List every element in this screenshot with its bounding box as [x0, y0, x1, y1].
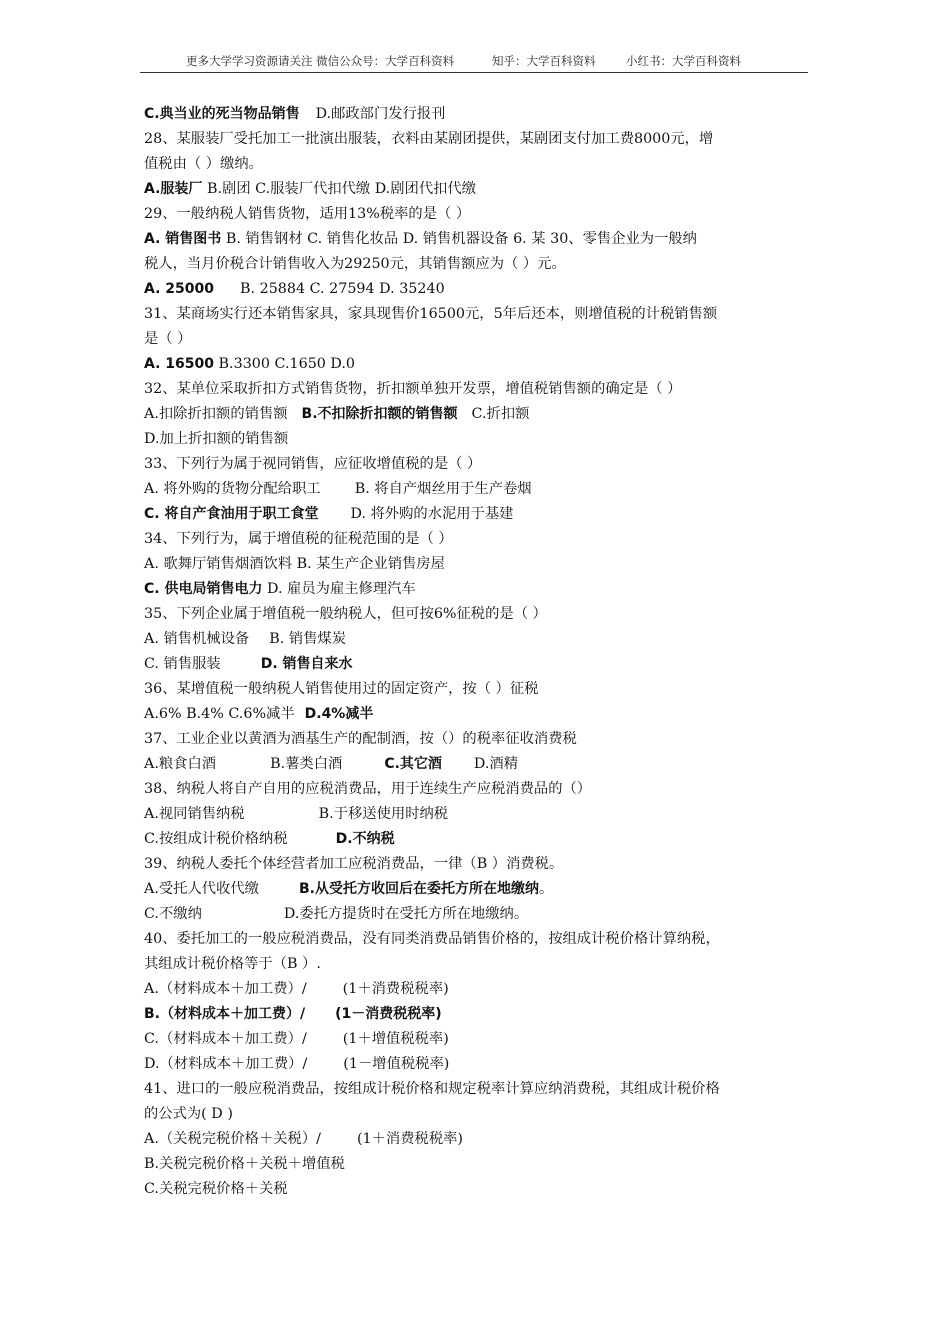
option-text: B.剧团 C.服装厂代扣代缴 D.剧团代扣代缴 — [202, 181, 477, 197]
option-text: B.薯类白酒 — [270, 756, 343, 772]
option-text: A.（材料成本＋加工费）/ — [144, 981, 307, 997]
option-text: B. 25884 C. 27594 D. 35240 — [240, 281, 445, 297]
text-line — [144, 502, 812, 527]
text-line: A. 歌舞厅销售烟酒饮料 B. 某生产企业销售房屋 — [144, 556, 445, 572]
option-text: C.不缴纳 — [144, 906, 202, 922]
question-40-text: 40、委托加工的一般应税消费品，没有同类消费品销售价格的，按组成计税价格计算纳税， — [144, 931, 720, 947]
text-line — [144, 102, 812, 127]
text-line — [144, 752, 812, 777]
option-text: D. 雇员为雇主修理汽车 — [262, 581, 416, 597]
text-line — [144, 577, 812, 602]
option-text: (1－增值税税率) — [343, 1056, 450, 1072]
answer-option-bold: B.（材料成本＋加工费）/ — [144, 1006, 306, 1022]
question-36-text: 36、某增值税一般纳税人销售使用过的固定资产，按（ ）征税 — [144, 681, 539, 697]
answer-option-bold: A.服装厂 — [144, 181, 203, 197]
text-line — [144, 977, 812, 1002]
answer-option-bold: D.4%减半 — [304, 706, 374, 722]
header-zhihu-text: 知乎：大学百科资料 — [492, 54, 596, 68]
text-line — [144, 702, 812, 727]
question-39-text: 39、纳税人委托个体经营者加工应税消费品，一律（B ）消费税。 — [144, 856, 564, 872]
answer-option-bold: D.不纳税 — [335, 831, 395, 847]
option-text: A.视同销售纳税 — [144, 806, 245, 822]
answer-option-bold: C. 将自产食油用于职工食堂 — [144, 506, 319, 522]
answer-option-bold: A. 销售图书 — [144, 231, 222, 247]
answer-option-bold: (1－消费税税率) — [335, 1006, 442, 1022]
text-line — [144, 277, 812, 302]
option-text: (1＋消费税税率) — [342, 981, 449, 997]
question-41-text: 41、进口的一般应税消费品，按组成计税价格和规定税率计算应纳消费税，其组成计税价格 — [144, 1081, 720, 1097]
question-32-text: 32、某单位采取折扣方式销售货物，折扣额单独开发票，增值税销售额的确定是（ ） — [144, 381, 682, 397]
text-line — [144, 177, 812, 202]
question-31-text: 31、某商场实行还本销售家具，家具现售价16500元，5年后还本，则增值税的计税销售额 — [144, 306, 718, 322]
option-text: (1＋增值税税率) — [342, 1031, 449, 1047]
text-line — [144, 802, 812, 827]
option-text: A.扣除折扣额的销售额 — [144, 406, 288, 422]
question-29-text: 29、一般纳税人销售货物，适用13%税率的是（ ） — [144, 206, 471, 222]
text-line — [144, 402, 812, 427]
text-line — [144, 627, 812, 652]
text-line — [144, 477, 812, 502]
header-wechat-text: 更多大学学习资源请关注 微信公众号：大学百科资料 — [186, 54, 455, 68]
option-text: B. 销售钢材 C. 销售化妆品 D. 销售机器设备 6. 某 30、零售企业为一般纳 — [221, 231, 697, 247]
header-xiaohongshu-text: 小红书：大学百科资料 — [626, 54, 741, 68]
answer-option-bold: A. 16500 — [144, 356, 214, 372]
option-text: B. 将自产烟丝用于生产卷烟 — [354, 481, 532, 497]
text-line: B.关税完税价格＋关税＋增值税 — [144, 1156, 345, 1172]
answer-option-bold: B.从受托方收回后在委托方所在地缴纳 — [298, 881, 539, 897]
option-text: B.于移送使用时纳税 — [318, 806, 449, 822]
answer-option-bold: A. 25000 — [144, 281, 214, 297]
option-text: D.委托方提货时在受托方所在地缴纳。 — [283, 906, 529, 922]
option-text: A.6% B.4% C.6%减半 — [144, 706, 295, 722]
option-text: C.按组成计税价格纳税 — [144, 831, 288, 847]
text-line: 是（ ） — [144, 331, 192, 347]
option-text: (1＋消费税税率) — [356, 1131, 463, 1147]
text-line: 的公式为( D ) — [144, 1106, 233, 1122]
option-text: A.（关税完税价格＋关税）/ — [144, 1131, 321, 1147]
question-34-text: 34、下列行为，属于增值税的征税范围的是（ ） — [144, 531, 453, 547]
question-28-text: 28、某服装厂受托加工一批演出服装，衣料由某剧团提供，某剧团支付加工费8000元，增 — [144, 131, 714, 147]
option-text: B. 销售煤炭 — [269, 631, 346, 647]
question-37-text: 37、工业企业以黄酒为酒基生产的配制酒，按（）的税率征收消费税 — [144, 731, 577, 747]
text-line: 税人，当月价税合计销售收入为29250元，其销售额应为（ ）元。 — [144, 256, 566, 272]
option-text: C. 销售服装 — [144, 656, 221, 672]
option-text: D.邮政部门发行报刊 — [315, 106, 446, 122]
option-text: D.酒精 — [473, 756, 518, 772]
text-line: D.加上折扣额的销售额 — [144, 431, 289, 447]
option-text: A. 销售机械设备 — [144, 631, 250, 647]
answer-option-bold: D. 销售自来水 — [260, 656, 353, 672]
question-35-text: 35、下列企业属于增值税一般纳税人，但可按6%征税的是（ ） — [144, 606, 547, 622]
text-line — [144, 352, 812, 377]
text-line: 值税由（ ）缴纳。 — [144, 156, 263, 172]
option-text: D.（材料成本＋加工费）/ — [144, 1056, 308, 1072]
text-line: C.关税完税价格＋关税 — [144, 1181, 288, 1197]
answer-option-bold: C.其它酒 — [384, 756, 442, 772]
text-line — [144, 1002, 812, 1027]
option-text: C.折扣额 — [471, 406, 530, 422]
text-line — [144, 652, 812, 677]
option-text: B.3300 C.1650 D.0 — [214, 356, 356, 372]
question-38-text: 38、纳税人将自产自用的应税消费品，用于连续生产应税消费品的（） — [144, 781, 592, 797]
text-line: 其组成计税价格等于（B ）. — [144, 956, 321, 972]
question-33-text: 33、下列行为属于视同销售，应征收增值税的是（ ） — [144, 456, 482, 472]
text-line — [144, 827, 812, 852]
option-text: A. 将外购的货物分配给职工 — [144, 481, 321, 497]
option-text: 。 — [538, 881, 554, 897]
text-line — [144, 902, 812, 927]
answer-option-bold: C.典当业的死当物品销售 — [144, 106, 300, 122]
page-header — [140, 50, 808, 73]
option-text: A.受托人代收代缴 — [144, 881, 259, 897]
text-line — [144, 1127, 812, 1152]
option-text: C.（材料成本＋加工费）/ — [144, 1031, 307, 1047]
option-text: A.粮食白酒 — [144, 756, 217, 772]
answer-option-bold: C. 供电局销售电力 — [144, 581, 263, 597]
text-line — [144, 227, 812, 252]
answer-option-bold: B.不扣除折扣额的销售额 — [301, 406, 458, 422]
text-line — [144, 1027, 812, 1052]
document-body — [144, 102, 812, 1202]
text-line — [144, 877, 812, 902]
option-text: D. 将外购的水泥用于基建 — [350, 506, 514, 522]
text-line — [144, 1052, 812, 1077]
